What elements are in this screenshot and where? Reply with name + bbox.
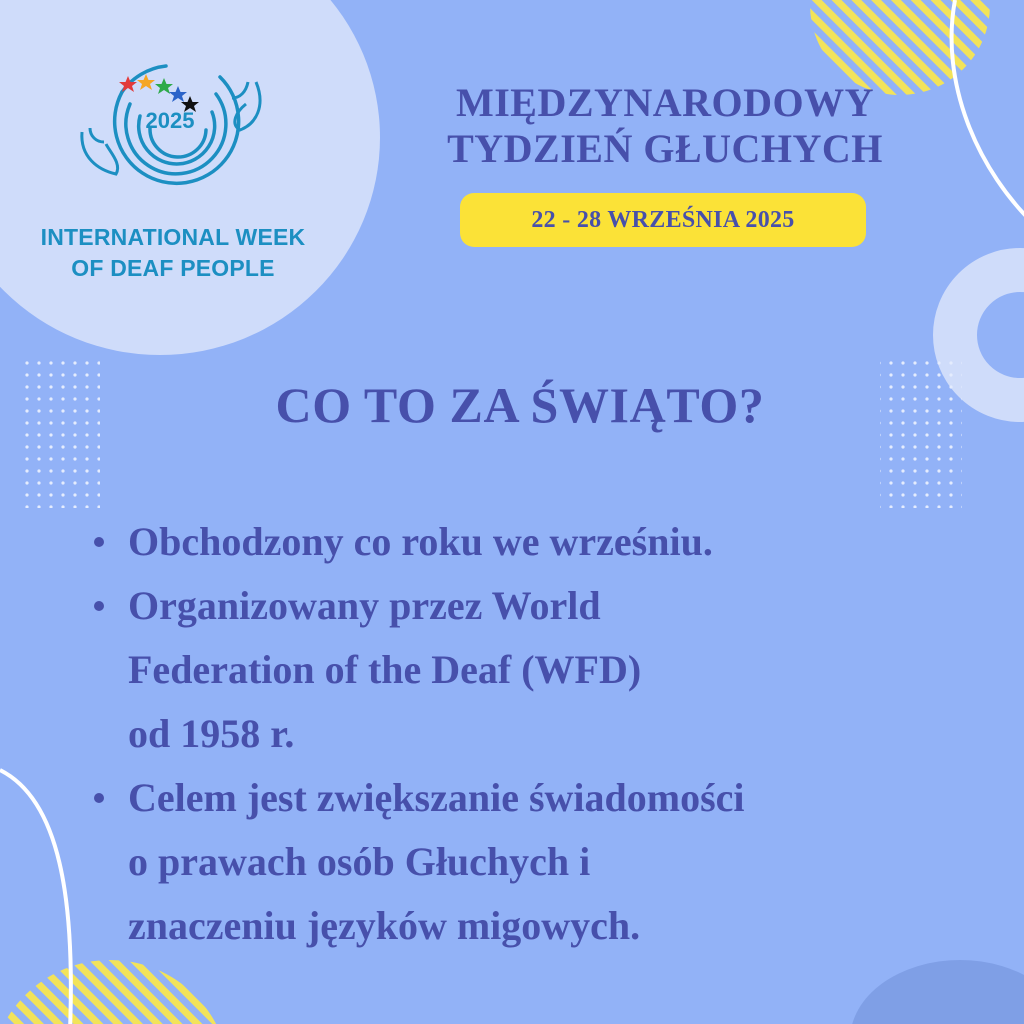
list-item-line: Federation of the Deaf (WFD) xyxy=(128,647,642,692)
list-item xyxy=(128,766,1008,958)
title-line-2: TYDZIEŃ GŁUCHYCH xyxy=(447,126,883,171)
dot-grid-left xyxy=(18,358,100,508)
striped-circle-bottom-left xyxy=(0,960,230,1024)
title-line-1: MIĘDZYNARODOWY xyxy=(455,80,875,125)
bullet-list xyxy=(128,510,1008,958)
list-item-line: Organizowany przez World xyxy=(128,583,601,628)
logo-line-2: OF DEAF PEOPLE xyxy=(71,255,275,281)
list-item xyxy=(128,574,1008,766)
logo-line-1: INTERNATIONAL WEEK xyxy=(40,224,306,250)
ring-right xyxy=(955,270,1024,400)
deaf-week-emblem xyxy=(70,32,270,222)
logo-caption xyxy=(18,222,328,284)
list-item-line: o prawach osób Głuchych i xyxy=(128,839,591,884)
logo-year: 2025 xyxy=(145,108,195,133)
list-item-line: Celem jest zwiększanie świadomości xyxy=(128,775,745,820)
list-item-line: Obchodzony co roku we wrześniu. xyxy=(128,519,713,564)
page-title xyxy=(400,80,930,172)
date-badge: 22 - 28 WRZEŚNIA 2025 xyxy=(460,193,866,247)
blob-bottom-right xyxy=(850,960,1024,1024)
list-item xyxy=(128,510,1008,574)
section-heading: CO TO ZA ŚWIĄTO? xyxy=(275,377,765,433)
list-item-line: od 1958 r. xyxy=(128,711,295,756)
list-item-line: znaczeniu języków migowych. xyxy=(128,903,641,948)
